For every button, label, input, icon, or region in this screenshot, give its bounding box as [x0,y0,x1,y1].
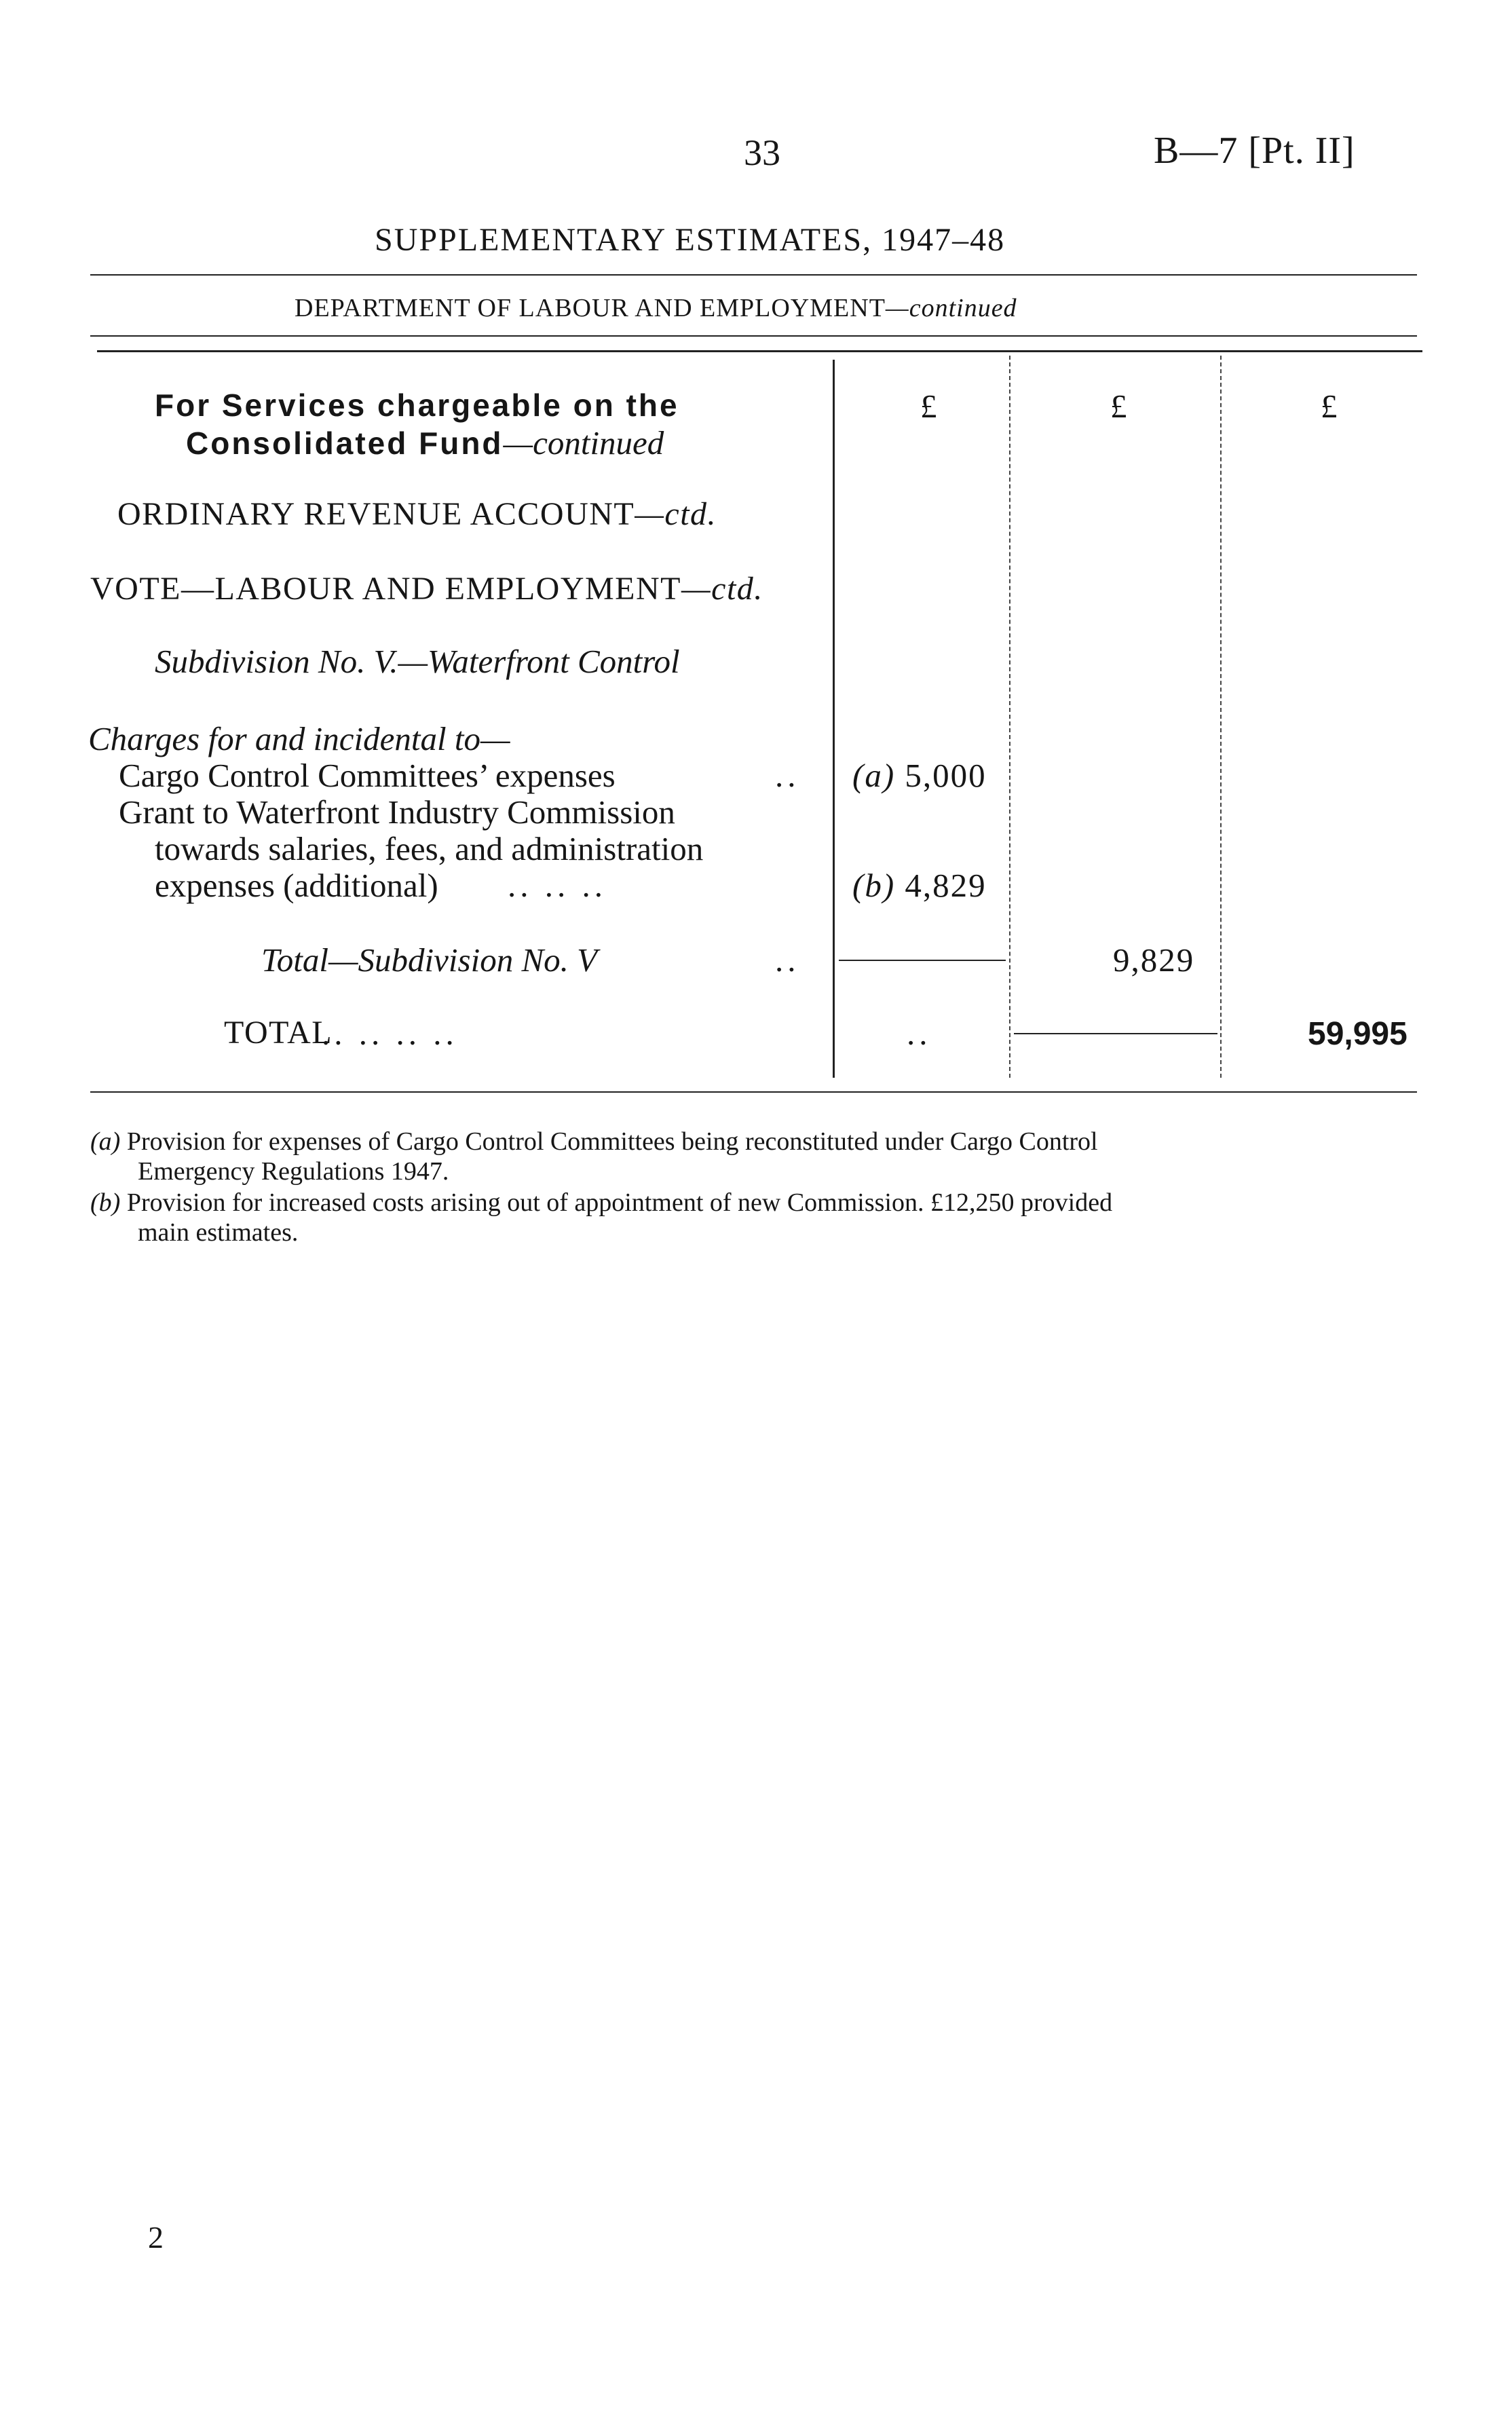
department-rule [90,335,1417,337]
footnote-a-text: Provision for expenses of Cargo Control Committees being reconstituted under Cargo Control [126,1127,1098,1156]
total-label: TOTAL [224,1015,333,1051]
subtotal-rule-col1 [839,960,1006,961]
item-a-value [852,756,987,795]
currency-col-3: £ [1321,388,1338,425]
subtotal-amount: 9,829 [1113,941,1195,979]
account-name: ORDINARY REVENUE ACCOUNT [117,496,635,532]
grand-total-amount: 59,995 [1308,1016,1407,1052]
section-heading-italic: —continued [503,424,664,462]
title-rule [90,274,1417,276]
subdivision-heading: Subdivision No. V.—Waterfront Control [155,643,680,680]
account-suffix: —ctd. [635,496,717,532]
page-number: 33 [744,132,780,173]
footnote-b-text: Provision for increased costs arising out of appointment of new Commission. £12,250 provided [126,1188,1113,1217]
footnote-b-line2: main estimates. [138,1218,299,1247]
total-leader: .. .. .. .. [322,1015,458,1052]
subtotal-label: Total—Subdivision No. V [261,941,598,979]
column-rule-1 [833,360,835,1078]
document-code: B—7 [Pt. II] [1154,130,1355,172]
currency-col-2: £ [1110,388,1127,425]
item-b-line-2: towards salaries, fees, and administration [155,830,704,867]
footnote-b-marker: (b) [90,1188,121,1217]
item-b-line-3: expenses (additional) [155,867,438,904]
table-top-rule [97,350,1422,352]
charges-heading: Charges for and incidental to— [88,720,510,757]
subtotal-leader: .. [775,941,800,979]
item-a-leader: .. [775,757,800,794]
department-suffix: —continued [885,294,1017,322]
department-heading [295,293,1017,323]
footnote-b-line1 [90,1188,1112,1218]
table-bottom-rule [90,1091,1417,1093]
item-a-line: Cargo Control Committees’ expenses [119,757,616,794]
footnote-a-line1 [90,1127,1098,1156]
vote-heading [90,570,763,607]
column-rule-2 [1009,356,1010,1078]
department-name: DEPARTMENT OF LABOUR AND EMPLOYMENT [295,294,886,322]
item-b-leader: .. .. .. [508,867,607,904]
section-heading-line2 [186,423,664,462]
item-b-note: (b) [852,867,896,904]
vote-suffix: —ctd. [681,571,763,607]
account-heading [117,495,717,533]
vote-name: VOTE—LABOUR AND EMPLOYMENT [90,571,681,607]
signature-mark: 2 [148,2220,164,2255]
item-a-note: (a) [852,757,896,794]
footnote-a-line2: Emergency Regulations 1947. [138,1157,449,1186]
item-b-line-1: Grant to Waterfront Industry Commission [119,793,675,831]
currency-col-1: £ [920,388,937,425]
document-title: SUPPLEMENTARY ESTIMATES, 1947–48 [375,222,1006,258]
item-b-amount: 4,829 [905,867,987,904]
column-rule-3 [1220,356,1222,1078]
section-heading-line1: For Services chargeable on the [155,388,679,423]
total-col1-dots: .. [907,1015,932,1052]
total-rule-col2 [1014,1033,1217,1034]
section-heading-bold: Consolidated Fund [186,426,504,461]
footnote-a-marker: (a) [90,1127,121,1156]
item-b-value [852,866,987,905]
item-a-amount: 5,000 [905,757,987,794]
